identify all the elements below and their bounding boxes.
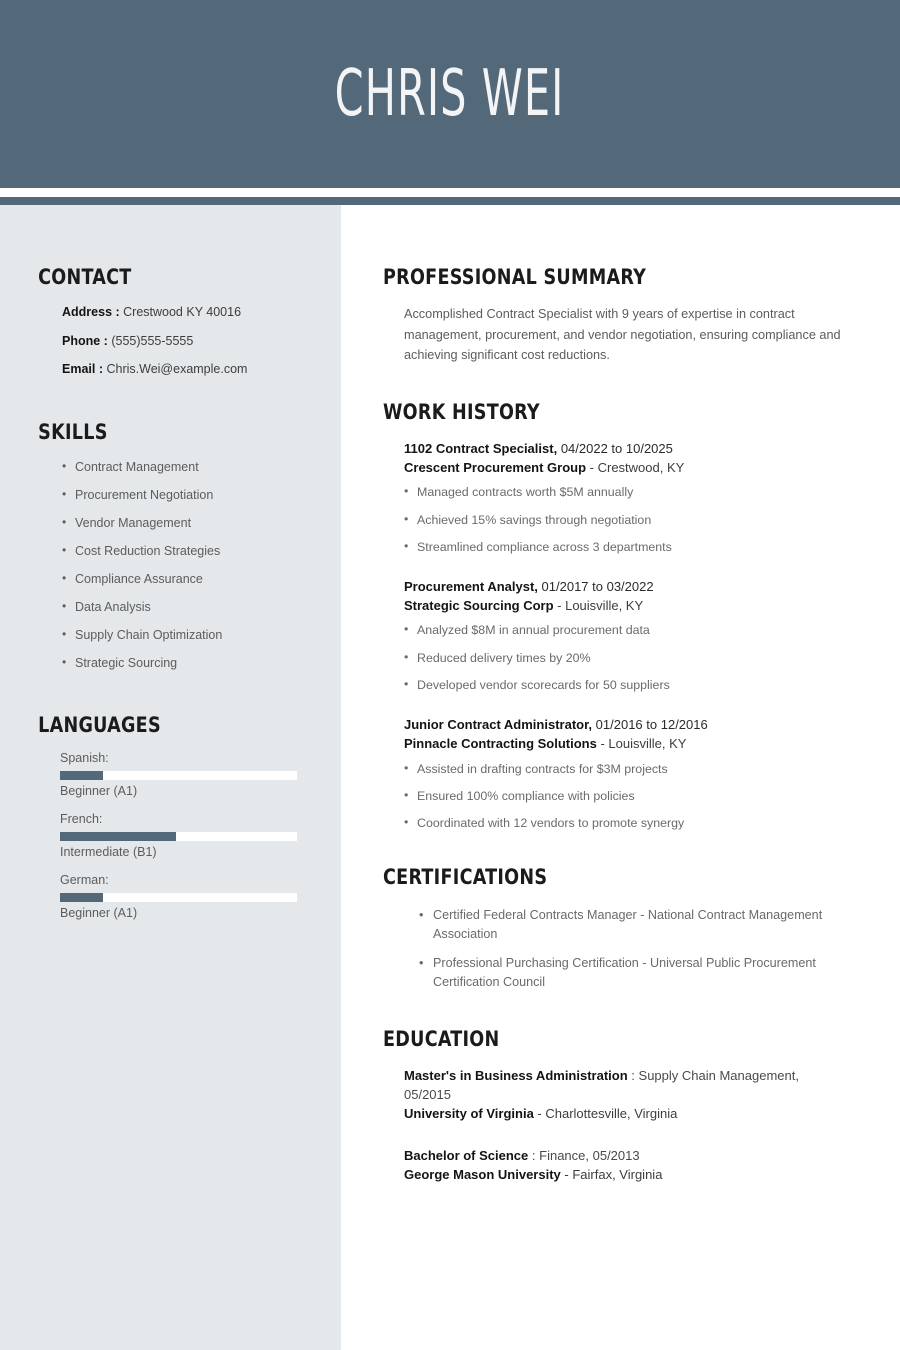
work-history-list	[404, 440, 875, 831]
list-item: • Vendor Management	[62, 516, 341, 531]
resume-header	[0, 0, 900, 188]
job-entry	[404, 716, 875, 831]
work-history-heading: WORK HISTORY	[383, 399, 540, 424]
contact-value-address: Crestwood KY 40016	[123, 305, 242, 319]
education-detail: : Finance, 05/2013	[531, 1147, 640, 1163]
language-proficiency-bar	[60, 771, 297, 780]
language-proficiency-bar	[60, 832, 297, 841]
language-item-spanish	[60, 751, 341, 799]
job-bullets	[404, 622, 875, 692]
list-item: • Coordinated with 12 vendors to promote synergy	[404, 815, 875, 831]
work-history-section	[383, 400, 875, 831]
summary-text: Accomplished Contract Specialist with 9 years of expertise in contract management, procurement, and vendor negotiation, ensuring compliance and achieving significant cost reductions.	[404, 307, 841, 363]
skills-heading: SKILLS	[38, 419, 108, 444]
list-item: • Certified Federal Contracts Manager - National Contract Management Association	[419, 906, 851, 945]
contact-value-email: Chris.Wei@example.com	[106, 362, 248, 377]
summary-heading: PROFESSIONAL SUMMARY	[383, 265, 647, 289]
page-title: CHRIS WEI	[335, 57, 565, 131]
job-entry	[404, 440, 875, 555]
list-item: • Analyzed $8M in annual procurement data	[404, 622, 875, 638]
education-degree-line	[404, 1146, 836, 1165]
certifications-heading: CERTIFICATIONS	[383, 864, 548, 889]
sidebar	[0, 205, 341, 1350]
language-name: French:	[60, 811, 103, 826]
list-item: • Supply Chain Optimization	[62, 628, 341, 643]
resume-body	[0, 205, 900, 1350]
list-item: • Contract Management	[62, 460, 341, 475]
job-bullets	[404, 484, 875, 554]
contact-label-address: Address :	[62, 305, 120, 319]
list-item: • Streamlined compliance across 3 departments	[404, 539, 875, 555]
job-company: Strategic Sourcing Corp	[404, 597, 554, 613]
job-company: Crescent Procurement Group	[404, 459, 587, 475]
language-level: Beginner (A1)	[60, 905, 138, 920]
job-dates: 01/2016 to 12/2016	[595, 716, 708, 732]
job-title-line	[404, 716, 875, 735]
contact-section	[0, 265, 341, 378]
languages-section	[0, 713, 341, 921]
job-title: 1102 Contract Specialist,	[404, 440, 558, 456]
education-degree: Master's in Business Administration	[404, 1067, 628, 1083]
language-name: German:	[60, 872, 109, 887]
certifications-section	[383, 865, 875, 993]
job-location: - Louisville, KY	[600, 735, 687, 751]
contact-value-phone: (555)555-5555	[111, 333, 194, 348]
language-name: Spanish:	[60, 750, 109, 765]
job-title-line	[404, 440, 875, 459]
education-detail: : Supply Chain Management, 05/2015	[404, 1067, 799, 1103]
list-item: • Managed contracts worth $5M annually	[404, 484, 875, 500]
job-company-line	[404, 597, 875, 616]
certifications-list	[419, 906, 875, 993]
skills-section	[0, 420, 341, 671]
list-item: • Assisted in drafting contracts for $3M projects	[404, 761, 875, 777]
contact-label-phone: Phone :	[62, 333, 108, 348]
contact-row-email	[62, 362, 341, 378]
education-entry	[404, 1066, 875, 1124]
languages-heading: LANGUAGES	[38, 712, 161, 737]
skills-list	[0, 460, 341, 671]
language-proficiency-fill	[60, 893, 103, 902]
professional-summary-section	[383, 265, 875, 366]
main-content	[341, 205, 900, 1350]
education-school: George Mason University	[404, 1166, 561, 1182]
language-level: Intermediate (B1)	[60, 844, 157, 859]
contact-list	[0, 305, 341, 378]
header-gap	[0, 188, 900, 197]
education-degree: Bachelor of Science	[404, 1147, 529, 1163]
education-location: - Fairfax, Virginia	[564, 1166, 663, 1182]
job-entry	[404, 578, 875, 693]
job-bullets	[404, 761, 875, 831]
job-title: Junior Contract Administrator,	[404, 716, 593, 732]
job-location: - Louisville, KY	[557, 597, 644, 613]
education-list	[404, 1066, 875, 1184]
job-company-line	[404, 735, 875, 754]
education-school: University of Virginia	[404, 1106, 534, 1122]
education-section	[383, 1027, 875, 1184]
list-item: • Developed vendor scorecards for 50 suppliers	[404, 677, 875, 693]
list-item: • Ensured 100% compliance with policies	[404, 788, 875, 804]
languages-list	[0, 751, 341, 921]
job-company-line	[404, 459, 875, 478]
education-entry	[404, 1146, 875, 1184]
language-proficiency-fill	[60, 832, 176, 841]
list-item: • Compliance Assurance	[62, 572, 341, 587]
language-proficiency-bar	[60, 893, 297, 902]
education-degree-line	[404, 1066, 836, 1104]
list-item: • Reduced delivery times by 20%	[404, 650, 875, 666]
list-item: • Data Analysis	[62, 600, 341, 615]
language-item-german	[60, 873, 341, 921]
language-proficiency-fill	[60, 771, 103, 780]
education-heading: EDUCATION	[383, 1026, 500, 1051]
job-title-line	[404, 578, 875, 597]
education-school-line	[404, 1165, 875, 1184]
contact-row-address	[62, 305, 341, 321]
list-item: • Achieved 15% savings through negotiation	[404, 512, 875, 528]
contact-row-phone	[62, 334, 341, 350]
job-dates: 04/2022 to 10/2025	[560, 440, 673, 456]
contact-heading: CONTACT	[38, 265, 132, 289]
list-item: • Cost Reduction Strategies	[62, 544, 341, 559]
education-location: - Charlottesville, Virginia	[537, 1106, 678, 1122]
language-level: Beginner (A1)	[60, 783, 138, 798]
header-divider-rule	[0, 197, 900, 205]
language-item-french	[60, 812, 341, 860]
list-item: • Procurement Negotiation	[62, 488, 341, 503]
job-dates: 01/2017 to 03/2022	[541, 578, 654, 594]
education-school-line	[404, 1104, 875, 1123]
job-company: Pinnacle Contracting Solutions	[404, 735, 597, 751]
job-title: Procurement Analyst,	[404, 578, 538, 594]
contact-label-email: Email :	[62, 362, 103, 377]
list-item: • Strategic Sourcing	[62, 656, 341, 671]
list-item: • Professional Purchasing Certification - Universal Public Procurement Certification Council	[419, 954, 851, 993]
job-location: - Crestwood, KY	[589, 459, 685, 475]
